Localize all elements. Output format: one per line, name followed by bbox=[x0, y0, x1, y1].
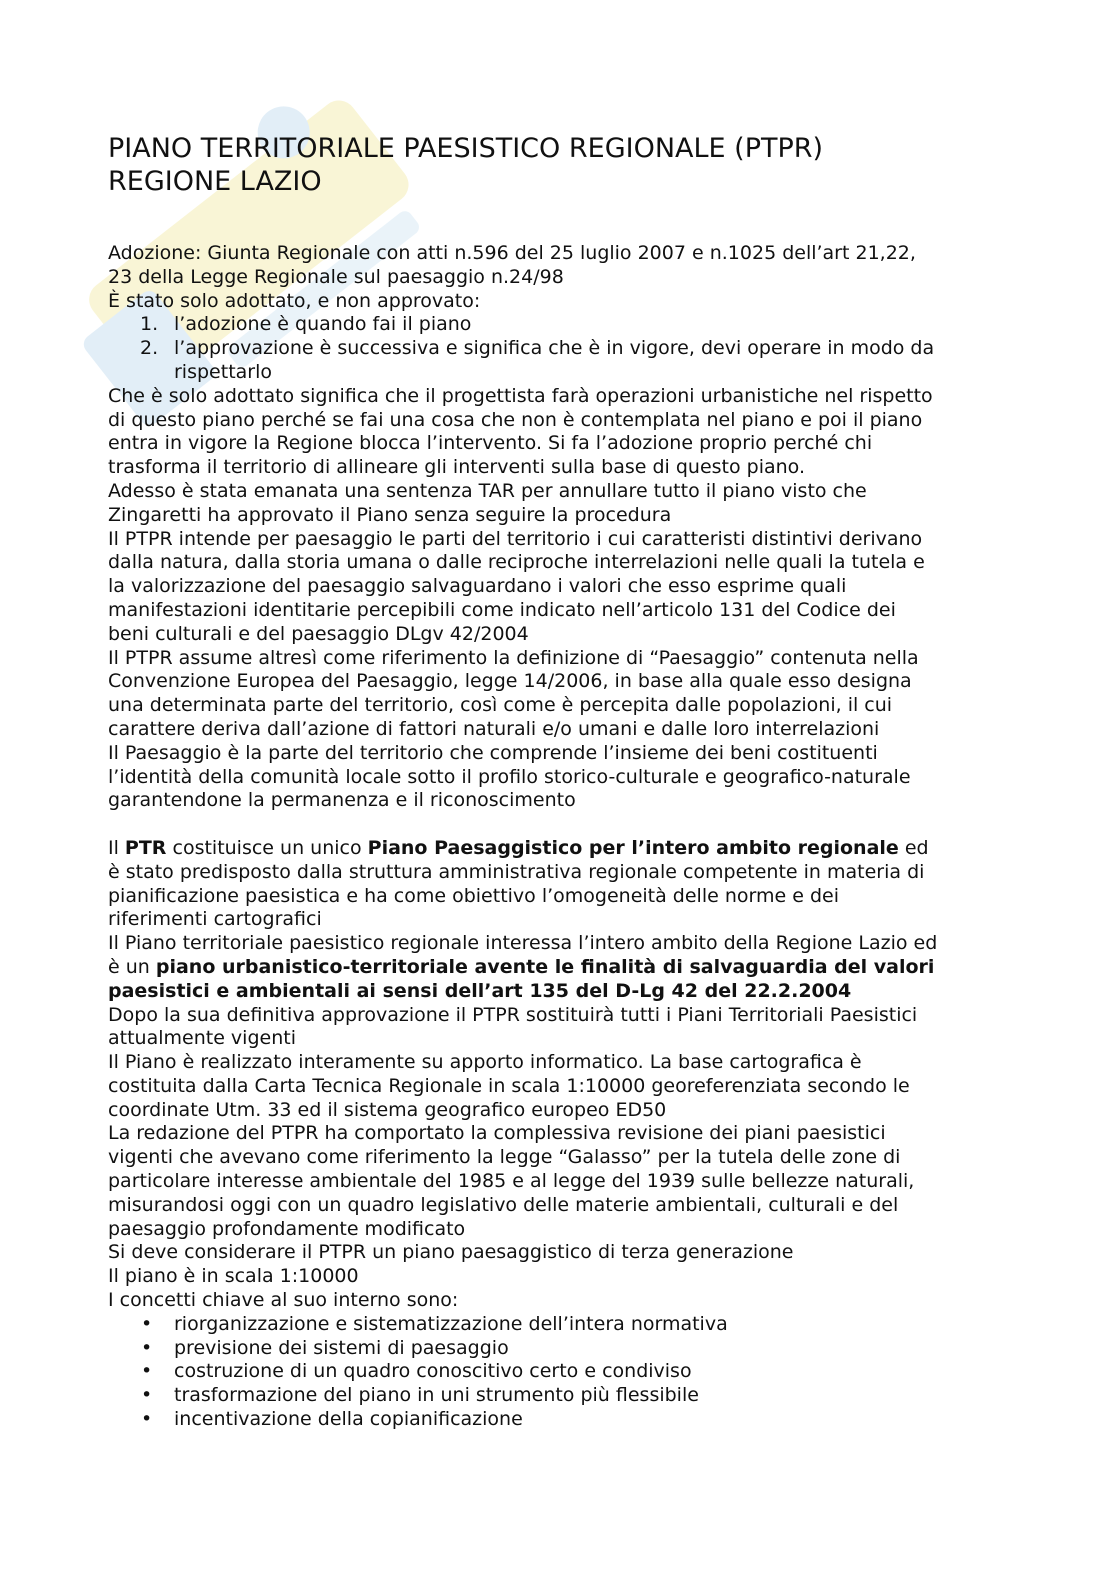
text-line: misurandosi oggi con un quadro legislativo delle materie ambientali, culturali e del bbox=[108, 1193, 899, 1216]
text-line: previsione dei sistemi di paesaggio bbox=[174, 1336, 509, 1359]
text-line: coordinate Utm. 33 ed il sistema geografico europeo ED50 bbox=[108, 1098, 667, 1121]
text-line: 23 della Legge Regionale sul paesaggio n.24/98 bbox=[108, 265, 564, 288]
bold-run: paesistici e ambientali ai sensi dell’art 135 del D-Lg 42 del 22.2.2004 bbox=[108, 979, 852, 1002]
text-run: Il bbox=[108, 836, 125, 859]
list-item bbox=[108, 1337, 1008, 1361]
text-run: è un bbox=[108, 955, 156, 978]
text-line: Il Piano territoriale paesistico regionale interessa l’intero ambito della Regione Lazio ed bbox=[108, 932, 938, 955]
list-item bbox=[108, 1360, 1008, 1384]
text-line: rispettarlo bbox=[174, 360, 272, 383]
list-number: 1. bbox=[140, 313, 159, 336]
text-line: dalla natura, dalla storia umana o dalle reciproche interrelazioni nelle quali la tutela e bbox=[108, 551, 925, 574]
text-line: vigenti che avevano come riferimento la legge “Galasso” per la tutela delle zone di bbox=[108, 1146, 901, 1169]
text-line: La redazione del PTPR ha comportato la complessiva revisione dei piani paesistici bbox=[108, 1122, 886, 1145]
text-line: beni culturali e del paesaggio DLgv 42/2004 bbox=[108, 622, 529, 645]
text-line: una determinata parte del territorio, così come è percepita dalle popolazioni, il cui bbox=[108, 694, 893, 717]
bullet-icon: • bbox=[141, 1360, 153, 1383]
text-line: Il Piano è realizzato interamente su apporto informatico. La base cartografica è bbox=[108, 1051, 862, 1074]
text-line bbox=[108, 956, 1008, 980]
text-line: di questo piano perché se fai una cosa che non è contemplata nel piano e poi il piano bbox=[108, 408, 923, 431]
text-line: Che è solo adottato significa che il progettista farà operazioni urbanistiche nel rispetto bbox=[108, 384, 933, 407]
text-line: Adesso è stata emanata una sentenza TAR per annullare tutto il piano visto che bbox=[108, 479, 867, 502]
paragraph-ptr bbox=[108, 837, 1008, 1004]
text-line: trasforma il territorio di allineare gli interventi sulla base di questo piano. bbox=[108, 456, 805, 479]
document-body bbox=[108, 242, 1008, 1432]
title-line-1: PIANO TERRITORIALE PAESISTICO REGIONALE (PTPR) bbox=[108, 133, 824, 164]
paragraph-adozione bbox=[108, 385, 1008, 813]
list-item bbox=[108, 337, 1008, 385]
text-line: riferimenti cartografici bbox=[108, 908, 322, 931]
text-line: riorganizzazione e sistematizzazione dell’intera normativa bbox=[174, 1312, 728, 1335]
bullet-list bbox=[108, 1313, 1008, 1432]
bullet-icon: • bbox=[141, 1336, 153, 1359]
text-line: è stato predisposto dalla struttura amministrativa regionale competente in materia di bbox=[108, 860, 925, 883]
list-item bbox=[108, 313, 1008, 337]
text-line: Adozione: Giunta Regionale con atti n.596 del 25 luglio 2007 e n.1025 dell’art 21,22, bbox=[108, 242, 916, 264]
bold-run: PTR bbox=[124, 836, 167, 859]
list-number: 2. bbox=[140, 337, 159, 360]
text-line: Dopo la sua definitiva approvazione il PTPR sostituirà tutti i Piani Territoriali Paesistici bbox=[108, 1003, 918, 1026]
text-line: garantendone la permanenza e il riconoscimento bbox=[108, 789, 576, 812]
text-line: Il Paesaggio è la parte del territorio che comprende l’insieme dei beni costituenti bbox=[108, 741, 878, 764]
bold-run: Piano Paesaggistico per l’intero ambito regionale bbox=[367, 836, 899, 859]
text-line: l’identità della comunità locale sotto il profilo storico-culturale e geografico-naturale bbox=[108, 765, 911, 788]
paragraph-approvazione bbox=[108, 1004, 1008, 1313]
text-line: pianificazione paesistica e ha come obiettivo l’omogeneità delle norme e dei bbox=[108, 884, 839, 907]
text-line: Il PTPR intende per paesaggio le parti del territorio i cui caratteristi distintivi derivano bbox=[108, 527, 923, 550]
text-line: Il PTPR assume altresì come riferimento la definizione di “Paesaggio” contenuta nella bbox=[108, 646, 919, 669]
text-line: costituita dalla Carta Tecnica Regionale in scala 1:10000 georeferenziata secondo le bbox=[108, 1074, 910, 1097]
paragraph-gap bbox=[108, 813, 1008, 837]
document-page bbox=[108, 132, 1008, 1432]
text-line: la valorizzazione del paesaggio salvaguardano i valori che esso esprime quali bbox=[108, 575, 847, 598]
text-run: costituisce un unico bbox=[166, 836, 368, 859]
numbered-list bbox=[108, 313, 1008, 384]
text-line: I concetti chiave al suo interno sono: bbox=[108, 1289, 459, 1312]
text-line: carattere deriva dall’azione di fattori naturali e/o umani e dalle loro interrelazioni bbox=[108, 717, 880, 740]
text-line: attualmente vigenti bbox=[108, 1027, 296, 1050]
list-item bbox=[108, 1408, 1008, 1432]
text-line: Zingaretti ha approvato il Piano senza seguire la procedura bbox=[108, 503, 672, 526]
bold-run: piano urbanistico-territoriale avente le finalità di salvaguardia del valori bbox=[155, 955, 935, 978]
text-line bbox=[108, 837, 1008, 861]
bullet-icon: • bbox=[141, 1408, 153, 1431]
text-line: costruzione di un quadro conoscitivo certo e condiviso bbox=[174, 1360, 692, 1383]
text-line: particolare interesse ambientale del 1985 e al legge del 1939 sulle bellezze naturali, bbox=[108, 1170, 915, 1193]
document-title bbox=[108, 132, 1008, 198]
text-line: Convenzione Europea del Paesaggio, legge 14/2006, in base alla quale esso designa bbox=[108, 670, 912, 693]
text-line: entra in vigore la Regione blocca l’intervento. Si fa l’adozione proprio perché chi bbox=[108, 432, 873, 455]
text-line: manifestazioni identitarie percepibili come indicato nell’articolo 131 del Codice dei bbox=[108, 598, 896, 621]
text-line: È stato solo adottato, e non approvato: bbox=[108, 289, 481, 312]
list-item bbox=[108, 1313, 1008, 1337]
intro-paragraph bbox=[108, 242, 1008, 313]
text-line bbox=[108, 980, 1008, 1004]
text-line: incentivazione della copianificazione bbox=[174, 1408, 523, 1431]
bullet-icon: • bbox=[141, 1312, 153, 1335]
text-run: ed bbox=[898, 836, 929, 859]
text-line: trasformazione del piano in uni strumento più flessibile bbox=[174, 1384, 699, 1407]
bullet-icon: • bbox=[141, 1384, 153, 1407]
text-line: l’adozione è quando fai il piano bbox=[174, 313, 472, 336]
text-line: l’approvazione è successiva e significa che è in vigore, devi operare in modo da bbox=[174, 337, 935, 360]
text-line: Si deve considerare il PTPR un piano paesaggistico di terza generazione bbox=[108, 1241, 794, 1264]
list-item bbox=[108, 1384, 1008, 1408]
text-line: Il piano è in scala 1:10000 bbox=[108, 1265, 359, 1288]
text-line: paesaggio profondamente modificato bbox=[108, 1217, 466, 1240]
title-line-2: REGIONE LAZIO bbox=[108, 166, 322, 197]
